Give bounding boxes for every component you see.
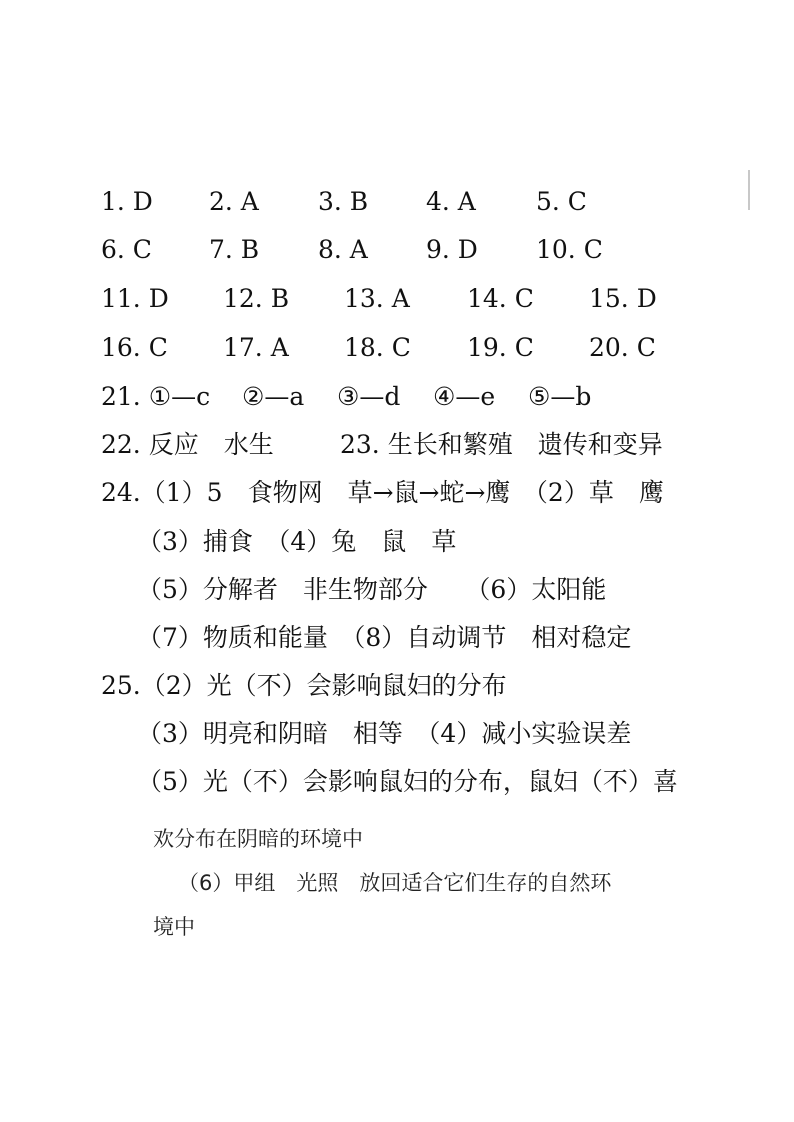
answer-25-text-2: （3）明亮和阴暗 相等 （4）减小实验误差	[137, 719, 632, 748]
answer-21-pair-3: ③—d	[337, 382, 401, 411]
answer-23: 23. 生长和繁殖 遗传和变异	[340, 430, 663, 459]
answer-13: 13. A	[344, 284, 410, 313]
answer-7: 7. B	[209, 235, 260, 264]
answer-12: 12. B	[223, 284, 290, 313]
answer-8: 8. A	[318, 235, 368, 264]
answer-10: 10. C	[536, 235, 603, 264]
answer-4: 4. A	[426, 187, 476, 216]
answer-16: 16. C	[101, 333, 168, 362]
answer-11: 11. D	[101, 284, 169, 313]
answer-18: 18. C	[344, 333, 411, 362]
answer-21-pair-1: 21. ①—c	[101, 382, 211, 411]
answer-19: 19. C	[467, 333, 534, 362]
answer-25-text-6: 境中	[153, 915, 195, 939]
answer-25-text-5: （6）甲组 光照 放回适合它们生存的自然环	[178, 871, 612, 895]
answer-24-text-2: （3）捕食 （4）兔 鼠 草	[137, 527, 457, 556]
answer-5: 5. C	[536, 187, 587, 216]
answer-14: 14. C	[467, 284, 534, 313]
answer-24-text-1: 24.（1）5 食物网 草→鼠→蛇→鹰 （2）草 鹰	[101, 478, 664, 507]
answer-25-text-1: 25.（2）光（不）会影响鼠妇的分布	[101, 671, 507, 700]
answer-3: 3. B	[318, 187, 369, 216]
answer-21-pair-5: ⑤—b	[528, 382, 592, 411]
answer-25-text-3: （5）光（不）会影响鼠妇的分布，鼠妇（不）喜	[137, 767, 678, 796]
answer-2: 2. A	[209, 187, 259, 216]
answer-9: 9. D	[426, 235, 478, 264]
answer-24-text-4: （7）物质和能量 （8）自动调节 相对稳定	[137, 623, 632, 652]
answer-17: 17. A	[223, 333, 289, 362]
answer-21-pair-4: ④—e	[433, 382, 496, 411]
answer-24-text-3: （5）分解者 非生物部分 （6）太阳能	[137, 575, 607, 604]
answer-6: 6. C	[101, 235, 152, 264]
answer-1: 1. D	[101, 187, 153, 216]
answer-20: 20. C	[589, 333, 656, 362]
answer-21-pair-2: ②—a	[242, 382, 305, 411]
scan-edge-mark	[748, 170, 750, 210]
answer-22: 22. 反应 水生	[101, 430, 274, 459]
answer-25-text-4: 欢分布在阴暗的环境中	[153, 827, 363, 851]
answer-15: 15. D	[589, 284, 657, 313]
